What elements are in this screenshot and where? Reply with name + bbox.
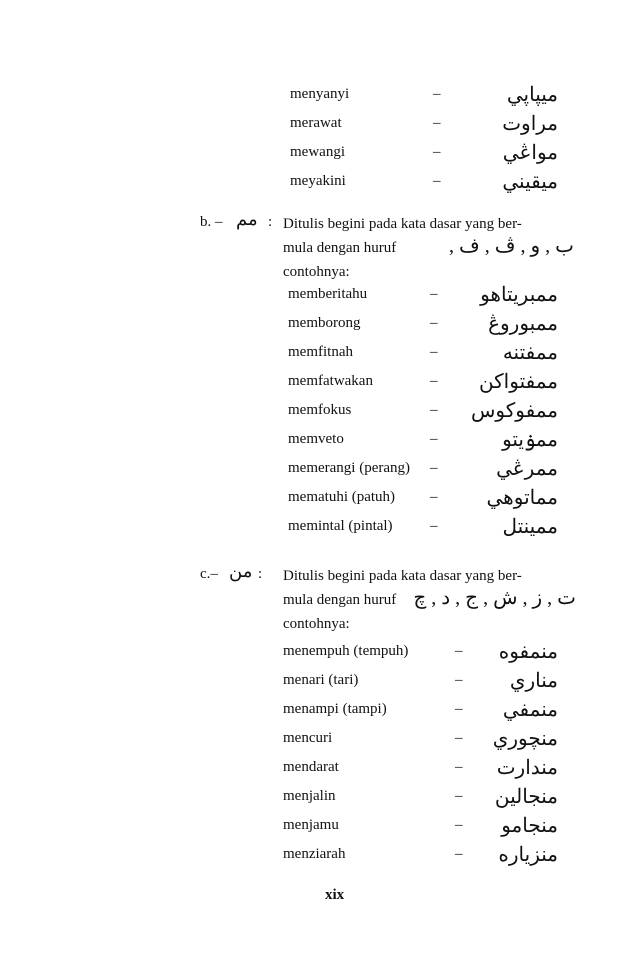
dash: – xyxy=(455,846,463,862)
letter-list: ب , و , ڤ , ف , xyxy=(449,235,574,257)
arabic-word: منزياره xyxy=(498,844,558,866)
latin-word: menampi (tampi) xyxy=(283,701,387,717)
arabic-word: مناري xyxy=(509,670,558,692)
arabic-word: منجامو xyxy=(501,815,558,837)
colon: : xyxy=(268,214,273,230)
dash: – xyxy=(455,788,463,804)
latin-word: menyanyi xyxy=(290,86,350,102)
dash: – xyxy=(430,315,438,331)
dash: – xyxy=(455,701,463,717)
arabic-word: مراوت xyxy=(502,113,558,135)
dash: – xyxy=(430,431,438,447)
latin-word: merawat xyxy=(290,115,342,131)
latin-word: memfitnah xyxy=(288,344,353,360)
arabic-word: مندارت xyxy=(496,757,558,779)
arabic-word: ميقيني xyxy=(502,171,558,193)
description-line: contohnya: xyxy=(283,264,350,280)
dash: – xyxy=(455,759,463,775)
dash: – xyxy=(455,817,463,833)
dash: – xyxy=(430,286,438,302)
description-line: Ditulis begini pada kata dasar yang ber- xyxy=(283,216,522,232)
latin-word: memveto xyxy=(288,431,344,447)
dash: – xyxy=(430,518,438,534)
description-line: Ditulis begini pada kata dasar yang ber- xyxy=(283,568,522,584)
section-marker-arabic: من xyxy=(229,561,253,581)
dash: – xyxy=(430,489,438,505)
arabic-word: منجالين xyxy=(494,786,558,808)
arabic-word: ممۏيتو xyxy=(502,429,558,451)
colon: : xyxy=(258,566,263,582)
latin-word: memintal (pintal) xyxy=(288,518,393,534)
latin-word: mencuri xyxy=(283,730,333,746)
latin-word: memerangi (perang) xyxy=(288,460,411,476)
arabic-word: ممفتواکن xyxy=(478,371,558,393)
description-line: mula dengan huruf xyxy=(283,240,397,256)
latin-word: menari (tari) xyxy=(283,672,359,688)
dash: – xyxy=(433,144,441,160)
dash: – xyxy=(455,643,463,659)
latin-word: mewangi xyxy=(290,144,345,160)
latin-word: meyakini xyxy=(290,173,346,189)
dash: – xyxy=(433,173,441,189)
section-marker-arabic: مم xyxy=(236,209,258,229)
arabic-word: ممرڠي xyxy=(496,458,558,480)
arabic-word: منچوري xyxy=(492,728,558,750)
latin-word: memfokus xyxy=(288,402,352,418)
latin-word: menempuh (tempuh) xyxy=(283,643,409,659)
dash: – xyxy=(430,373,438,389)
page-number: xix xyxy=(325,887,345,903)
letter-list: ت , ز , ش , ج , د , چ xyxy=(413,587,576,609)
latin-word: memberitahu xyxy=(288,286,368,302)
arabic-word: ميڽاڽي xyxy=(506,84,558,106)
latin-word: mematuhi (patuh) xyxy=(288,489,396,505)
dash: – xyxy=(430,460,438,476)
dash: – xyxy=(433,86,441,102)
latin-word: menziarah xyxy=(283,846,346,862)
dash: – xyxy=(430,402,438,418)
latin-word: memborong xyxy=(288,315,361,331)
arabic-word: ممفوکوس xyxy=(471,400,558,422)
section-marker: c.– xyxy=(200,566,218,582)
dash: – xyxy=(430,344,438,360)
arabic-word: منمفي xyxy=(502,699,558,721)
dash: – xyxy=(433,115,441,131)
latin-word: menjamu xyxy=(283,817,339,833)
dash: – xyxy=(455,730,463,746)
arabic-word: منمفوه xyxy=(498,641,558,663)
arabic-word: مواڠي xyxy=(502,142,558,164)
latin-word: menjalin xyxy=(283,788,336,804)
latin-word: memfatwakan xyxy=(288,373,373,389)
arabic-word: ممينتل xyxy=(502,516,558,538)
arabic-word: ممبوروڠ xyxy=(488,313,558,335)
description-line: mula dengan huruf xyxy=(283,592,397,608)
arabic-word: مماتوهي xyxy=(486,487,558,509)
latin-word: mendarat xyxy=(283,759,339,775)
arabic-word: ممفتنه xyxy=(502,342,558,364)
arabic-word: ممبريتاهو xyxy=(480,284,558,306)
section-marker: b. – xyxy=(200,214,223,230)
description-line: contohnya: xyxy=(283,616,350,632)
dash: – xyxy=(455,672,463,688)
